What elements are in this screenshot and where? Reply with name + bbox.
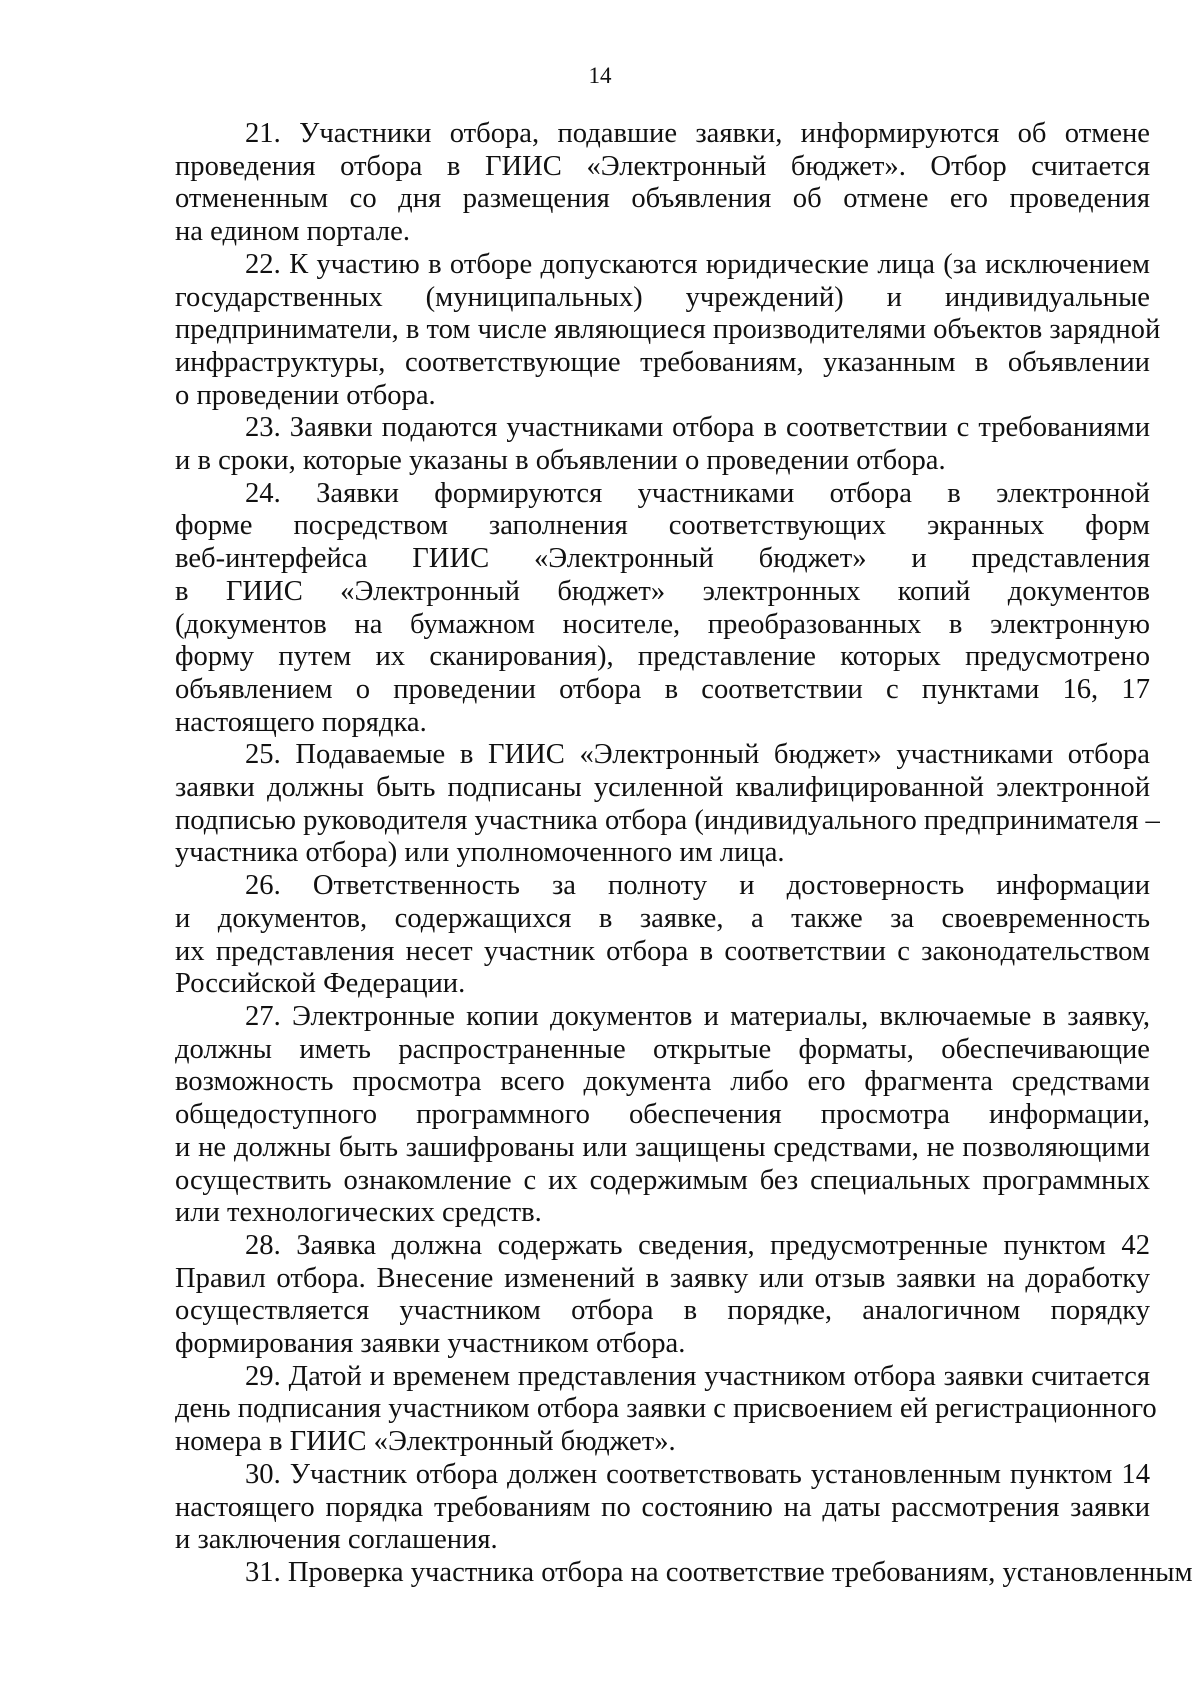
- paragraph-21: [175, 118, 1150, 249]
- text-line: 26. Ответственность за полноту и достоверность информации: [245, 870, 1150, 902]
- text-line: форме посредством заполнения соответствующих экранных форм: [175, 510, 1150, 542]
- paragraph-28: [175, 1230, 1150, 1361]
- text-line: (документов на бумажном носителе, преобразованных в электронную: [175, 608, 1150, 640]
- text-line: подписью руководителя участника отбора (индивидуального предпринимателя –: [175, 804, 1160, 836]
- paragraph-24: [175, 478, 1150, 740]
- text-line: объявлением о проведении отбора в соответствии с пунктами 16, 17: [175, 673, 1150, 705]
- text-line: 31. Проверка участника отбора на соответствие требованиям, установленным: [245, 1556, 1193, 1588]
- paragraph-31: [175, 1556, 1193, 1590]
- text-line: настоящего порядка требованиям по состоянию на даты рассмотрения заявки: [175, 1491, 1150, 1523]
- text-line: 27. Электронные копии документов и материалы, включаемые в заявку,: [245, 1000, 1150, 1032]
- paragraph-26: [175, 870, 1150, 1001]
- paragraph-23: [175, 412, 1150, 477]
- text-line: осуществить ознакомление с их содержимым без специальных программных: [175, 1164, 1150, 1196]
- text-line: их представления несет участник отбора в соответствии с законодательством: [175, 935, 1150, 967]
- text-line: заявки должны быть подписаны усиленной квалифицированной электронной: [175, 772, 1150, 804]
- text-line: 22. К участию в отборе допускаются юридические лица (за исключением: [245, 248, 1150, 280]
- text-line: или технологических средств.: [175, 1197, 542, 1229]
- text-line: инфраструктуры, соответствующие требованиям, указанным в объявлении: [175, 346, 1150, 378]
- text-line: и документов, содержащихся в заявке, а также за своевременность: [175, 902, 1150, 934]
- text-line: настоящего порядка.: [175, 706, 427, 738]
- text-line: возможность просмотра всего документа либо его фрагмента средствами: [175, 1066, 1150, 1098]
- text-line: и в сроки, которые указаны в объявлении о проведении отбора.: [175, 445, 946, 477]
- paragraph-30: [175, 1459, 1150, 1557]
- text-line: общедоступного программного обеспечения просмотра информации,: [175, 1099, 1150, 1131]
- text-line: веб-интерфейса ГИИС «Электронный бюджет» и представления: [175, 543, 1150, 575]
- text-line: государственных (муниципальных) учреждений) и индивидуальные: [175, 281, 1150, 313]
- text-line: в ГИИС «Электронный бюджет» электронных копий документов: [175, 575, 1150, 607]
- text-line: 21. Участники отбора, подавшие заявки, информируются об отмене: [245, 118, 1150, 149]
- text-line: Правил отбора. Внесение изменений в заявку или отзыв заявки на доработку: [175, 1262, 1150, 1294]
- text-line: проведения отбора в ГИИС «Электронный бюджет». Отбор считается: [175, 150, 1150, 182]
- text-line: формирования заявки участником отбора.: [175, 1328, 686, 1360]
- text-line: о проведении отбора.: [175, 379, 436, 411]
- text-line: 24. Заявки формируются участниками отбора в электронной: [245, 477, 1150, 509]
- page-number: 14: [588, 63, 612, 88]
- text-line: 30. Участник отбора должен соответствовать установленным пунктом 14: [245, 1458, 1150, 1490]
- text-line: и не должны быть зашифрованы или защищены средствами, не позволяющими: [175, 1131, 1150, 1163]
- text-line: 25. Подаваемые в ГИИС «Электронный бюджет» участниками отбора: [245, 739, 1150, 771]
- text-line: на едином портале.: [175, 216, 411, 248]
- text-line: предприниматели, в том числе являющиеся производителями объектов зарядной: [175, 314, 1161, 346]
- text-line: участника отбора) или уполномоченного им лица.: [175, 837, 785, 869]
- text-line: Российской Федерации.: [175, 968, 466, 1000]
- text-line: форму путем их сканирования), представление которых предусмотрено: [175, 641, 1150, 673]
- paragraph-27: [175, 1001, 1150, 1230]
- text-line: 28. Заявка должна содержать сведения, предусмотренные пунктом 42: [245, 1229, 1150, 1261]
- text-line: 23. Заявки подаются участниками отбора в соответствии с требованиями: [245, 412, 1150, 444]
- text-line: и заключения соглашения.: [175, 1524, 498, 1556]
- text-line: отмененным со дня размещения объявления об отмене его проведения: [175, 183, 1150, 215]
- text-line: 29. Датой и временем представления участником отбора заявки считается: [245, 1360, 1150, 1392]
- text-line: должны иметь распространенные открытые форматы, обеспечивающие: [175, 1033, 1150, 1065]
- text-line: номера в ГИИС «Электронный бюджет».: [175, 1426, 676, 1458]
- paragraph-22: [175, 248, 1161, 413]
- paragraph-25: [175, 739, 1160, 870]
- text-line: день подписания участником отбора заявки с присвоением ей регистрационного: [175, 1393, 1157, 1425]
- paragraph-29: [175, 1360, 1157, 1459]
- document-body: [175, 118, 1193, 1590]
- text-line: осуществляется участником отбора в порядке, аналогичном порядку: [175, 1295, 1150, 1327]
